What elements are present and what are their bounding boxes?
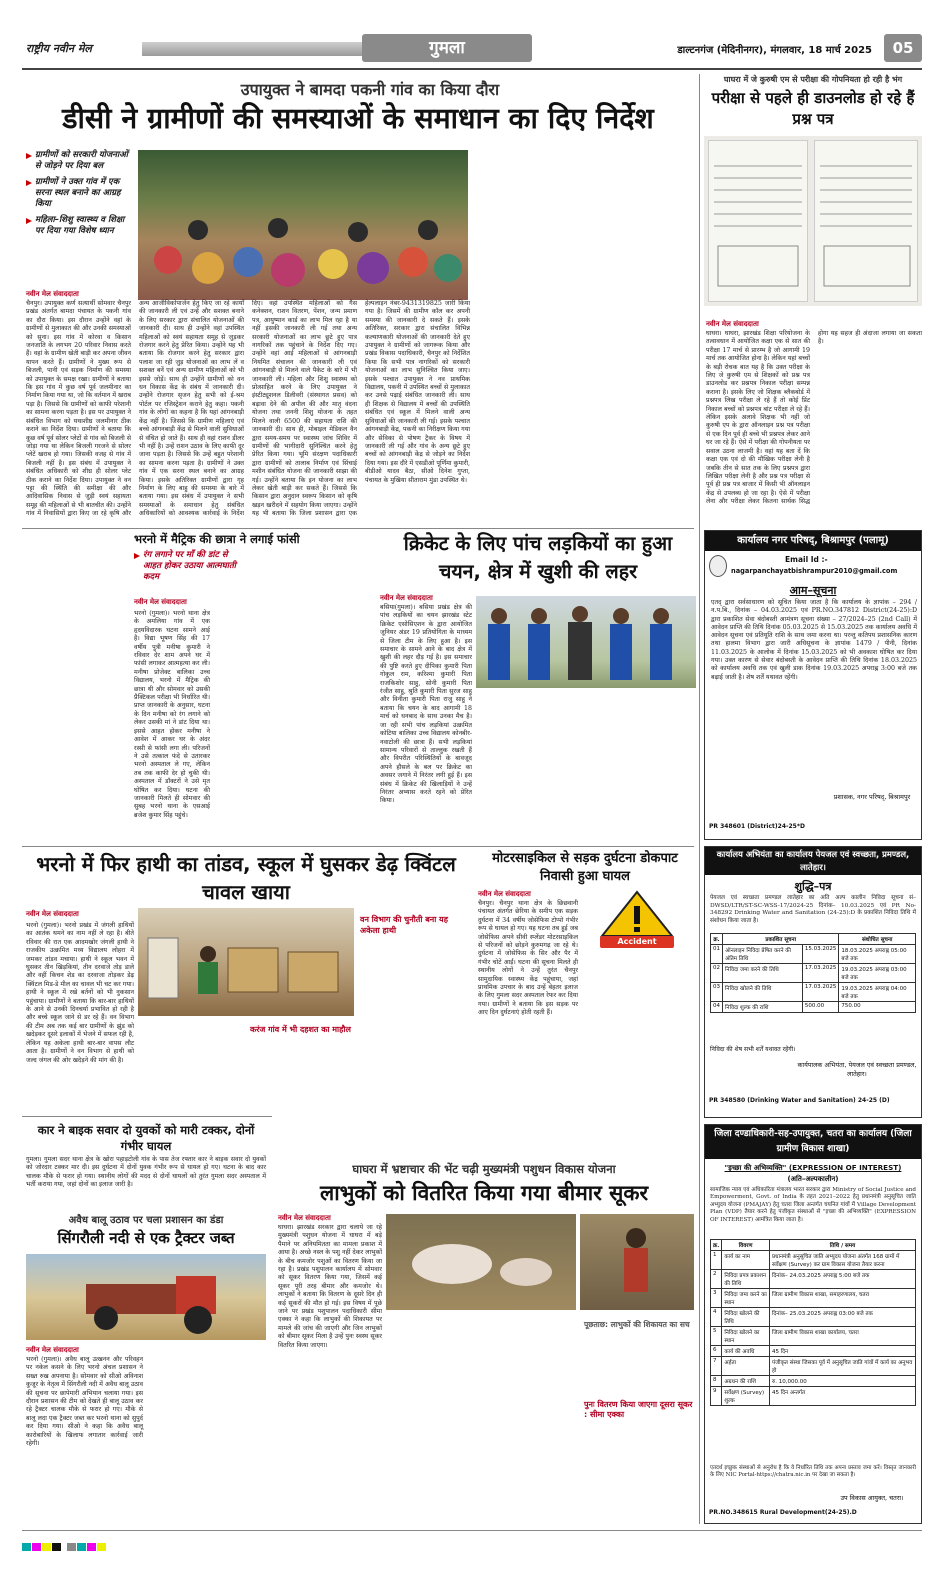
masthead [22, 34, 922, 64]
table-cell: 750.00 [839, 1002, 916, 1013]
table-cell: प्रधानमंत्री अनुसूचित जाति अभ्युदय योजना अंतर्गत 168 ग्रामों में सर्वेक्षण (Survey) कर ग्राम विकास योजना तैयार करना [769, 1251, 915, 1270]
table-cell: 17.03.2025 [802, 983, 839, 1002]
table-cell: 500.00 [802, 1002, 839, 1013]
table-row [711, 1387, 916, 1406]
table-header: संशोधित सूचना [839, 934, 916, 945]
lead-photo [138, 150, 468, 300]
notice-footer: एतदर्थ इच्छुक संस्थाओं से अनुरोध है कि वे निर्धारित तिथि तक अपना प्रस्ताव जमा करें। विस्तृत जानकारी के लिए NIC Portal-https://chatra.nic.in पर देखा जा सकता है। [710, 1465, 916, 1478]
table-cell: निविदा जमा करने की तिथि [723, 964, 803, 983]
table-cell: दिनांक– 24.03.2025 अपराह्न 5:00 बजे तक [769, 1270, 915, 1289]
paper-name: राष्ट्रीय नवीन मेल [26, 42, 92, 55]
table-row [711, 1289, 916, 1308]
table-cell: जिला ग्रामीण विकास शाखा कार्यालय, चतरा [769, 1327, 915, 1346]
elephant-subhead: वन विभाग की चुनौती बना यह अकेला हाथी [360, 915, 448, 935]
table-cell: रु. 10,000.00 [769, 1376, 915, 1387]
notice-pr-number: PR.NO.348615 Rural Development(24-25).D [709, 1509, 857, 1516]
cricket-byline: नवीन मेल संवाददाता [380, 594, 433, 602]
sand-headline: सिंगरौली नदी से एक ट्रैक्टर जब्त [57, 1229, 235, 1247]
table-cell: 45 दिन अन्तर्गत [769, 1387, 915, 1406]
pig-body-mid [386, 1314, 582, 1520]
table-cell: 45 दिन [769, 1346, 915, 1357]
table-cell: 03 [711, 983, 723, 1002]
table-row [711, 1002, 916, 1013]
table-cell: कार्य की अवधि [722, 1346, 770, 1357]
notice-bishrampur [704, 530, 922, 840]
table-cell: 2 [711, 1270, 722, 1289]
matric-byline: नवीन मेल संवाददाता [134, 598, 187, 606]
table-cell: 01 [711, 945, 723, 964]
table-cell: अर्हता [722, 1357, 770, 1376]
table-row [711, 983, 916, 1002]
table-header: क्र. [711, 1240, 722, 1251]
table-cell: निविदा खोलने का स्थान [722, 1327, 770, 1346]
table-header: विवरण [722, 1240, 770, 1251]
accident-label: Accident [600, 936, 674, 948]
pig-photo [386, 1214, 576, 1310]
table-header: तिथि / समय [769, 1240, 915, 1251]
elephant-headline: भरनो में फिर हाथी का तांडव, स्कूल में घुसकर डेढ़ क्विंटल चावल खाया [36, 852, 456, 904]
lead-bullet: ग्रामीणों को सरकारी योजनाओं से जोड़ने पर दिया बल [26, 150, 132, 172]
notice-latehar [704, 846, 922, 1118]
elephant-byline: नवीन मेल संवाददाता [26, 910, 79, 918]
lead-kicker: उपायुक्त ने बामदा पकनी गांव का किया दौरा [240, 80, 500, 99]
pig-woman-photo [580, 1214, 694, 1310]
matric-bullets [134, 550, 244, 588]
notice-title: आम–सूचना [789, 584, 837, 597]
table-row [711, 1346, 916, 1357]
notice-pr-number: PR 348601 (District)24-25*D [709, 823, 805, 830]
table-cell: 6 [711, 1346, 722, 1357]
notice-body: एतद् द्वारा सर्वसाधारण को सूचित किया जाता है कि कार्यालय के ज्ञापांक – 294 / न.प.बि., दिनांक – 04.03.2025 एवं PR.NO.347812 District(24-25):D द्वारा प्रकाशित सेवा बंदोबस्ती आमंत्रण सूचना संख्या – 27/2024–25 (2nd Call) में आवेदन प्राप्ति की तिथि दिनांक 05.03.2025 से 15.03.2025 तक कार्यालय अवधि में आवेदन सूचना एवं प्रतियूति राशि के साथ जमा करना था। परन्तु कतिपय प्रशासनिक कारण तथा हालमा विभाग द्वारा जारी अधिसूचना के ज्ञापांक 1479 / पीनी, दिनांक 11.03.2025 के आलोक में दिनांक 15.03.2025 को भी अवकाश घोषित कर दिया गया। उक्त कारण से सेवार बंदोबस्ती के आवेदन प्राप्ति की तिथि दिनांक 18.03.2025 को कार्यालय अवधि तक एवं खुली डाक दिनांक 19.03.2025 अपराह्न 3:00 बजे तक बढ़ाई जाती है। शेष शर्तें यथावत रहेंगी। [711, 599, 917, 681]
table-cell: ऑनलाइन निविदा प्रेषित करने की अंतिम तिथि [723, 945, 803, 964]
section-rule [22, 1116, 272, 1117]
table-cell: 18.03.2025 अपराह्न 05:00 बजे तक [839, 945, 916, 964]
pig-subhead: पुनः वितरण किया जाएगा दूसरा सूकर : सीमा एक्का [584, 1400, 693, 1419]
table-cell: निविदा प्रपत्र प्रकाशन की तिथि [722, 1270, 770, 1289]
column-rule [699, 74, 700, 1524]
bike-body: चैनपुर। चैनपुर थाना क्षेत्र के छिछवानी पंचायत अंतर्गत छेरिया के समीप एक सड़क दुर्घटना में 34 वर्षीय जोसेफिस टोप्पो गंभीर रूप से घायल हो गए। यह घटना तब हुई जब जोसेफिस अपने सीवी स्प्लेंडर मोटरसाइकिल से परिजनों को छोड़ने कुरुमगढ़ जा रहे थे। दुर्घटना में जोसेफिस के सिर और पैर में गंभीर चोटें आईं। घटना की सूचना मिलते ही स्थानीय लोगों ने उन्हें तुरंत चैनपुर सामुदायिक स्वास्थ्य केंद्र पहुंचाया, जहां प्राथमिक उपचार के बाद उन्हें बेहतर इलाज के लिए गुमला सदर अस्पताल रेफर कर दिया गया। ग्रामीणों ने बताया कि इस सड़क पर आए दिन दुर्घटनाएं होती रहती हैं। [478, 900, 578, 1017]
bike-body-right [584, 954, 694, 1110]
exam-headline: परीक्षा से पहले ही डाउनलोड हो रहे हैं प्रश्न पत्र [711, 89, 915, 128]
table-cell: निविदा खोलने की तिथि [722, 1308, 770, 1327]
car-bike-body: गुमला। गुमला सदर थाना क्षेत्र के खोरा पहाड़टोली गांव के पास तेज रफ्तार कार ने बाइक सवार दो युवकों को जोरदार टक्कर मार दी। इस दुर्घटना में दोनों युवक गंभीर रूप से घायल हो गए। घटना के बाद कार चालक मौके से फरार हो गया। स्थानीय लोगों की मदद से दोनों घायलों को तुरंत गुमला सदर अस्पताल में भर्ती कराया गया, जहां दोनों का इलाज जारी है। [26, 1156, 266, 1189]
elephant-school-photo [138, 908, 354, 1016]
pig-subhead: पूछताछ: लाभुकों की शिकायत का सच [584, 1320, 690, 1329]
notice-table [710, 1239, 916, 1406]
lead-bullet: महिला–शिशु स्वास्थ्य व शिक्षा पर दिया गया विशेष ध्यान [26, 215, 132, 237]
matric-headline: भरनो में मैट्रिक की छात्रा ने लगाई फांसी [134, 532, 300, 546]
matric-bullet: रंग लगाने पर माँ की डांट से आहत होकर उठाया आत्मघाती कदम [134, 550, 244, 583]
matric-body: भरनो (गुमला)। भरनो थाना क्षेत्र के अमलिया गांव में एक हृदयविदारक घटना सामने आई है। विद्या भूषण सिंह की 17 वर्षीय पुत्री मनीषा कुमारी ने रविवार देर शाम अपने घर में फांसी लगाकर आत्महत्या कर ली। मनीषा प्रोजेक्ट बालिका उच्च विद्यालय, भरनो में मैट्रिक की छात्रा थी और सोमवार को उसकी प्रैक्टिकल परीक्षा भी निर्धारित थी। प्राप्त जानकारी के अनुसार, घटना के दिन मनीषा को रंग लगाने को लेकर उसकी मां ने डांट दिया था। इससे आहत होकर मनीषा ने आवेश में आकर घर के अंदर रस्सी से फांसी लगा ली। परिजनों ने उसे तत्काल फंदे से उतारकर भरनो अस्पताल ले गए, लेकिन तब तक काफी देर हो चुकी थी। अस्पताल में डॉक्टरों ने उसे मृत घोषित कर दिया। घटना की जानकारी मिलते ही सोमवार की सुबह भरनो थाना के एसआई ब्रजेश कुमार सिंह पहुंचे। [134, 610, 210, 819]
footer-rule [22, 1530, 922, 1531]
sand-byline: नवीन मेल संवाददाता [26, 1346, 79, 1354]
lead-body-upper-right [474, 150, 696, 300]
table-row [711, 1327, 916, 1346]
registration-color-bar [22, 1536, 922, 1546]
table-cell: पंजीकृत संस्था जिसका पूर्व में अनुसूचित जाति गांवों में कार्य का अनुभव हो [769, 1357, 915, 1376]
table-cell: निविदा जमा करने का स्थान [722, 1289, 770, 1308]
bike-byline: नवीन मेल संवाददाता [478, 890, 531, 898]
table-header: प्रकाशित सूचना [723, 934, 839, 945]
notice-email: nagarpanchayatbishrampur2010@gmail.com [731, 567, 898, 575]
notice-signatory: प्रशासक, नगर परिषद्, बिश्रामपुर [833, 793, 911, 801]
notice-pr-number: PR 348580 (Drinking Water and Sanitation) 24-25 (D) [709, 1097, 890, 1104]
table-cell: 19.03.2025 अपराह्न 03:00 बजे तक [839, 964, 916, 983]
notice-office: जिला दण्डाधिकारी-सह-उपायुक्त, चतरा का कार्यालय (जिला ग्रामीण विकास शाखा) [705, 1125, 921, 1159]
lead-byline: नवीन मेल संवाददाता [26, 290, 79, 298]
table-cell: 3 [711, 1289, 722, 1308]
notice-intro: पेयजल एवं स्वच्छता प्रमण्डल लातेहार का अति अल्प कालीन निविदा सूचना सं– DWSD/LTR/ST-SC-WSS-17/2024-25 दिनांक– 10.03.2025 एवं PR No- 348292 Drinking Water and Sanitation (24-25):D के प्रकाशित निविदा तिथि में संशोधन किया जाता है। [710, 895, 916, 924]
table-cell: कार्य का नाम [722, 1251, 770, 1270]
table-cell: 4 [711, 1308, 722, 1327]
notice-footer: निविदा की शेष सभी शर्तें यथावत रहेंगी। [710, 1046, 796, 1053]
car-bike-headline: कार ने बाइक सवार दो युवकों को मारी टक्कर, दोनों गंभीर घायल [37, 1123, 255, 1153]
table-cell: 1 [711, 1251, 722, 1270]
notice-subtitle: (अति–अल्पकालीन) [787, 1175, 839, 1183]
table-cell: 02 [711, 964, 723, 983]
notice-office: कार्यालय अभियंता का कार्यालय पेयजल एवं स्वच्छता, प्रमण्डल, लातेहार। [705, 847, 921, 875]
table-cell: 5 [711, 1327, 722, 1346]
table-cell: सर्वेक्षण (Survey) शुल्क [722, 1387, 770, 1406]
table-cell: 19.03.2025 अपराह्न 04:00 बजे तक [839, 983, 916, 1002]
table-cell: 8 [711, 1376, 722, 1387]
exam-byline: नवीन मेल संवाददाता [706, 320, 759, 328]
elephant-body-right [360, 936, 464, 1112]
elephant-body: भरनो (गुमला)। भरनो प्रखंड में जंगली हाथियों का आतंक थमने का नाम नहीं ले रहा है। बीते रविवार की रात एक आदमखोर जंगली हाथी ने राजकीय उत्क्रमित मध्य विद्यालय लोहरा में जमकर तांडव मचाया। हाथी ने स्कूल भवन में घुसकर तीन खिड़कियां, तीन दरवाजे तोड़ डाले और वहीं किचन शेड का दरवाजा तोड़कर डेढ़ क्विंटल मिड-डे मील का चावल भी चट कर गया। हाथी ने स्कूल में रखे बर्तनों को भी नुकसान पहुंचाया। ग्रामीणों ने बताया कि बार-बार हाथियों के आने से उनकी दिनचर्या प्रभावित हो रही है और बच्चे स्कूल जाने से डर रहे हैं। वन विभाग की टीम अब तक कई बार ग्रामीणों के झुंड को खदेड़कर दूसरे इलाकों में भेजने में सफल रही है, लेकिन यह अकेला हाथी बार-बार वापस लौट आता है। ग्रामीणों ने वन विभाग से हाथी को जल्द जंगल की ओर खदेड़ने की मांग की है। [26, 922, 134, 1064]
table-cell: 17.03.2025 [802, 964, 839, 983]
table-cell: निविदा शुल्क की राशि [723, 1002, 803, 1013]
exam-kicker: घाघरा में जे कुरुषी एम से परीक्षा की गोपनियता हो रही है भंग [723, 75, 903, 84]
masthead-rule [22, 68, 922, 70]
pig-body: घाघरा। झारखंड सरकार द्वारा चलाये जा रहे मुख्यमंत्री पशुधन योजना में घाघरा में बड़े पैमाने पर अनियमितता का मामला प्रकाश में आया है। अच्छे नस्ल के पशु नहीं देकर लाभुकों के बीच कमजोर पशुओं का वितरण किया जा रहा है। प्रखंड पशुपालन कार्यालय में सोमवार को सूकर वितरण किया गया, जिसमें कई सूकर पूरी तरह बीमार और कमजोर थे। लाभुकों ने बताया कि वितरण के दूसरे दिन ही कई सूकरों की मौत हो गई। इस विषय में पूछे जाने पर प्रखंड पशुपालन पदाधिकारी सीमा एक्का ने कहा कि लाभुकों की शिकायत पर मामले की जांच की जाएगी और जिन लाभुकों को बीमार सूकर मिला है उन्हें पुनः स्वस्थ सूकर वितरित किया जाएगा। [278, 1224, 382, 1349]
lead-headline: डीसी ने ग्रामीणों की समस्याओं के समाधान का दिए निर्देश [62, 102, 654, 135]
table-cell: जिला ग्रामीण विकास शाखा, समाहरणालय, चतरा [769, 1289, 915, 1308]
notice-signatory: कार्यपालक अभियंता, पेयजल एवं स्वच्छता प्रमण्डल, लातेहार। [797, 1061, 917, 1078]
cricket-players-photo [476, 596, 696, 688]
dateline: डाल्टनगंज (मेदिनीनगर), मंगलवार, 18 मार्च 2025 [677, 45, 872, 56]
notice-office: कार्यालय नगर परिषद्, बिश्रामपुर (पलामू) [705, 531, 921, 551]
notice-table [710, 933, 916, 1013]
page-number: 05 [884, 34, 922, 62]
exam-question-paper-photo [704, 136, 922, 306]
lead-body: चैनपुर। उपायुक्त कर्ण सत्यार्थी सोमवार चैनपुर प्रखंड अंतर्गत बामदा पंचायत के पकनी गांव का दौरा किया। इस दौरान उन्होंने वहां के ग्रामीणों से मुलाकात की और उनकी समस्याओं को सुना। इस गांव में कोरवा व किसान जनजाति के लगभग 20 परिवार निवास करते हैं। वहां के ग्रामीण खेती बाड़ी कर अपना जीवन यापन करते हैं। ग्रामीणों ने मुख्य रूप से बिजली, पानी एवं सड़क निर्माण की समस्या को उपायुक्त के समक्ष रखा। ग्रामीणों ने बताया कि इस गांव में कुछ वर्ष पूर्व जलमीनार का निर्माण किया गया था, जो कि वर्तमान में खराब पड़ा है। जिससे कि ग्रामीणों को काफी परेशानी का सामना करना पड़ता है। इस पर उपायुक्त ने संबंधित विभाग को यथाशीघ्र जलमीनार ठीक कराने का निर्देश दिया। ग्रामीणों ने बताया कि कुछ वर्ष पूर्व सोलर प्लेटों से गांव को बिजली से जोड़ा गया था लेकिन बिजली गरजने से सोलर प्लेटें खराब हो गया। जिसकी वजह से गांव में बिजली नहीं है। इस संबंध में उपायुक्त ने संबंधित अधिकारी को शीघ्र ही सोलर प्लेट ठीक कराने का निर्देश दिया। उपायुक्त ने वन पट्टा की स्थिति की समीक्षा की और आदिवासिक निवास से जुड़ी स्वयं सहायता समूह की महिलाओं से भी बातचीत की। उन्होंने गांव में निवासियों द्वारा किए जा रहे कृषि और अन्य आजीविकोपार्जन हेतु किए जा रहे कार्यों की जानकारी ली एवं उन्हें और सशक्त बनाने के लिए सरकार द्वारा संचालित योजनाओं की जानकारी दी। साथ ही उन्होंने वहां उपस्थित महिलाओं को स्वयं सहायता समूह से जुड़कर रोजगार करने हेतु प्रेरित किया। उन्होंने यह भी बताया कि रोजगार करने हेतु सरकार द्वारा पलाश जा रही जुड़ योजनाओं का लाभ लें व सशक्त बनें एवं अन्य ग्रामीण महिलाओं को भी इससे जोड़ें। साथ ही उन्होंने ग्रामीणों को वन धन विकास केंद्र के संबंध में जानकारी दी। उन्होंने रोजगार सृजन हेतु सभी को ई-श्रम पोर्टल पर रजिस्ट्रेशन कराने हेतु कहा। पकनी गांव के लोगों का कहना है कि यहां आंगनबाड़ी केंद्र नहीं है। जिससे कि ग्रामीण महिलाएं एवं बच्चे आंगनबाड़ी केंद्र से मिलने वाली सुविधाओं से वंचित हो जाते हैं। साथ ही वहां राशन डीलर भी नहीं है। उन्हें राशन उठाव के लिए काफी दूर जाना पड़ता है। जिससे कि उन्हें बहुत परेशानी का सामना करना पड़ता है। ग्रामीणों ने उक्त गांव में एक सरना स्थल बनाने का आग्रह किया। इसके अतिरिक्त ग्रामीणों द्वारा गृह निर्माण के लिए बाहु की समस्या के बारे में बताया गया। इस संबंध में उपायुक्त ने सभी समस्याओं के समाधान हेतु संबंधित अधिकारियों को आवश्यक कार्रवाई के निर्देश दिए। वहां उपस्थित महिलाओं को गैस कनेक्शन, राशन वितरण, पेंशन, जन्म प्रमाण पत्र, आयुष्मान कार्ड का लाभ मिल रहा है या नहीं इसकी जानकारी ली गई तथा अन्य सरकारी योजनाओं का लाभ छूटे हुए पात्र नागरिकों तक पहुंचाने के निर्देश दिए गए। उन्होंने वहां आई महिलाओं से आंगनबाड़ी नियमित संचालन की जानकारी ली एवं आंगनबाड़ी से मिलने वाले पैकेट के बारे में भी जानकारी ली। महिला और शिशु स्वास्थ्य को प्रोत्साहित करने के लिए उपायुक्त ने इंस्टीट्यूशनल डिलीवरी (संस्थागत प्रसव) को बढ़ावा देने की अपील की और मातृ वंदना योजना तथा जननी शिशु योजना के तहत मिलने वाली 6500 की सहायता राशि की जानकारी दी। साथ ही, मोबाइल मेडिकल वैन द्वारा समय-समय पर स्वास्थ्य जांच शिविर में ग्रामीणों की भागीदारी सुनिश्चित करने हेतु प्रेरित किया गया। भूमि संरक्षण पदाधिकारी द्वारा ग्रामीणों को तालाब निर्माण एवं सिंचाई मशीन संबंधित योजना की जानकारी साझा की गई। उन्होंने बताया कि इन योजना का लाभ लेकर खेती बाड़ी कर सकते हैं। जिससे कि किसान द्वारा अनुदान स्वरूप किसान को कृषि खड़न खरीदने में सहयोग किया जाएगा। उन्होंने यह भी बताया कि जिला प्रशासन द्वारा एक हेल्पलाइन नंबर-9431319825 जारी किया गया है। जिसमें की ग्रामीण कॉल कर अपनी समस्या की जानकारी दे सकते हैं। इसके अतिरिक्त, सरकार द्वारा संचालित विभिन्न कल्याणकारी योजनाओं की जानकारी देते हुए उपायुक्त ने ग्रामीणों को जागरूक किया और प्रखंड विकास पदाधिकारी, चैनपुर को निर्देशित किया कि सभी पात्र नागरिकों को सरकारी योजनाओं का लाभ सुनिश्चित किया जाए। इसके पश्चात उपायुक्त ने नव प्राथमिक विद्यालय, पकनी में उपस्थित बच्चों से मुलाकात कर उनसे पढ़ाई संबंधित जानकारी ली। साथ ही शिक्षक से विद्यालय में बच्चों की उपस्थिति संबंधित एवं स्कूल में मिलने वाली अन्य सुविधाओं की जानकारी ली गई। इसके पश्चात आंगनबाड़ी केंद्र, पकनी का निरीक्षण किया गया और सेविका से पोषण ट्रैकर के विषय में जानकारी ली गई और गांव के अन्य छूटे हुए बच्चों को आंगनबाड़ी केंद्र से जोड़ने का निर्देश दिया गया। इस दौरे में एसडीओ पूर्णिमा कुमारी, बीडीओ यादव बैठा, सीओ दिनेश गुप्ता, पंचायत के मुखिया सीताराम मुंडा उपस्थित थे। [26, 300, 470, 518]
lead-bullets [26, 150, 132, 280]
elephant-subhead: करंज गांव में भी दहशत का माहौल [250, 1025, 351, 1034]
notice-chatra [704, 1124, 922, 1524]
cricket-body: बसिया(गुमला)। बसिया प्रखंड क्षेत्र की पांच लड़कियों का चयन झारखंड स्टेट क्रिकेट एसोसिएशन के द्वारा आयोजित जूनियर अंडर 19 प्रतियोगिता के माध्यम से जिला टीम के लिए हुआ है। इस समाचार के सामने आने के बाद क्षेत्र में खुशी की लहर दौड़ गई है। इस समाचार की पुष्टि करते हुए दीपिका कुमारी पिता गोकुल राम, करिश्मा कुमारी पिता राजकिशोर साहु, सोनी कुमारी पिता रंजीत साहु, श्रुति कुमारी पिता सुरज साहु और विनीता कुमारी पिता राजु साहु ने बताया कि चयन के बाद आगामी 18 मार्च को धनबाद के साथ उनका मैच है। जा रही सभी पांच लड़कियां उत्क्रमित कोटिया बालिका उच्च विद्यालय कोनबीर-नवाटोली की छात्रा हैं। सभी लड़कियां सामान्य परिवारों से ताल्लुक रखती हैं और विपरीत परिस्थितियों के बावजूद अपने हौसले के बल पर क्रिकेट का अवसर जगाने में निरंतर लगी हुई हैं। इस संबंध में क्रिकेट की खिलाड़ियों ने उन्हें निरंतर अभ्यास करते रहने को प्रेरित किया। [380, 604, 472, 805]
table-cell: 9 [711, 1387, 722, 1406]
cricket-headline: क्रिकेट के लिए पांच लड़कियों का हुआ चयन, क्षेत्र में खुशी की लहर [403, 532, 673, 583]
table-row [711, 1251, 916, 1270]
section-rule [22, 846, 694, 847]
notice-emblem-icon [709, 555, 727, 577]
section-name: गुमला [362, 34, 532, 62]
table-row [711, 1308, 916, 1327]
sand-body: भरनो (गुमला)। अवैध बालू उत्खनन और परिवहन पर नकेल कसने के लिए भरनो अंचल प्रशासन ने सख्त रुख अपनाया है। सोमवार को सीओ अविनाश कुजूर के नेतृत्व में सिंगरौली नदी में अवैध बालू उठाव की सूचना पर छापेमारी अभियान चलाया गया। इस दौरान प्रशासन की टीम को देखते ही बालू उठाव कर रहे ट्रैक्टर चालक मौके से फरार हो गए। मौके से बालू लदा एक ट्रैक्टर जब्त कर भरनो थाना को सुपुर्द कर दिया गया। सीओ ने कहा कि अवैध बालू कारोबारियों के खिलाफ लगातार कार्रवाई जारी रहेगी। [26, 1356, 143, 1448]
table-cell: निविदा खोलने की तिथि [723, 983, 803, 1002]
notice-title: "इच्छा की अभिव्यक्ति" (EXPRESSION OF INTEREST) [724, 1163, 902, 1172]
table-cell: 15.03.2025 [802, 945, 839, 964]
notice-body: सामाजिक न्याय एवं अधिकारिता मंत्रालय भारत सरकार द्वारा Ministry of Social Justice and Empowerment, Govt. of India के तहत 2021–2022 हेतु प्रधानमंत्री अनुसूचित जाति अभ्युदय योजना (PMAJAY) हेतु चतरा जिला अन्तर्गत चयनित गांवों में Village Development Plan (VDP) तैयार करने हेतु पंजीकृत संस्थाओं से "इच्छा की अभिव्यक्ति" (EXPRESSION OF INTEREST) आमंत्रित किया जाता है। [710, 1187, 916, 1223]
exam-body: घाघरा। घाघरा, झारखंड शिक्षा परियोजना के तत्वावधान में आयोजित कक्षा एक से सात की परीक्षा 17 मार्च से प्रारम्भ है जो आगामी 19 मार्च तक आयोजित होना है। लेकिन यहां बच्चों के बड़ी रोचक बात यह है कि उक्त परीक्षा के लिए जे कुरुषी एम से शिक्षकों को प्रश्न पत्र डाउनलोड कर प्रश्नपत्र निकाल परीक्षा सम्पन्न कराना है। इसके लिए जो शिक्षक ब्लैकबोर्ड में प्रश्नपत्र लिख परीक्षा ले रहे हैं तो कोई प्रिंट निकाल बच्चों को प्रश्नपत्र बांट परीक्षा ले रहे हैं। लेकिन इसके अलावे शिक्षक भी नहीं जो कुरुषी एप के द्वारा ऑनलाइन प्रश्न पत्र परीक्षा से एक दिन पूर्व ही बच्चे भी प्रश्नपत्र लेकर आने घर जा रहे हैं। ऐसे में परीक्षा की गोपनीयता पर सवाल उठना लाजमी है। वहां यह बता दें कि कक्षा एक एवं दो की मौखिक परीक्षा लेनी है जबकि तीन से सात तक के लिए प्रश्नपत्र द्वारा लिखित परीक्षा लेनी है और प्रश्न पत्र परीक्षा से पूर्व ही प्रश्न पत्र बाजार में किसी भी ऑनलाइन केंद्र से उपलब्ध हो जा रहा है। ऐसे में परीक्षा लेना और परीक्षा लेकर कितना सार्थक सिद्ध होगा यह सहज ही अंदाजा लगाया जा सकता है। [706, 330, 922, 506]
section-rule [22, 528, 694, 529]
table-row [711, 1357, 916, 1376]
lead-bullet: ग्रामीणों ने उक्त गांव में एक सरना स्थल बनाने का आग्रह किया [26, 177, 132, 210]
bike-headline: मोटरसाइकिल से सड़क दुर्घटना डोकपाट निवासी हुआ घायल [492, 851, 678, 884]
accident-graphic [582, 888, 692, 950]
table-cell: 04 [711, 1002, 723, 1013]
pig-headline: लाभुकों को वितरित किया गया बीमार सूकर [319, 1181, 649, 1205]
table-row [711, 1270, 916, 1289]
cricket-body-lower [476, 692, 696, 772]
table-cell: दिनांक– 25.03.2025 अपराह्न 03:00 बजे तक [769, 1308, 915, 1327]
pig-byline: नवीन मेल संवाददाता [278, 1214, 331, 1222]
table-cell: अग्रधन की राशि [722, 1376, 770, 1387]
table-header: क्र. [711, 934, 723, 945]
pig-kicker: घाघरा में भ्रष्टाचार की भेंट चढ़ी मुख्यमंत्री पशुधन विकास योजना [352, 1162, 616, 1176]
table-row [711, 945, 916, 964]
table-cell: 7 [711, 1357, 722, 1376]
notice-title: शुद्धि–पत्र [794, 880, 832, 893]
table-row [711, 1376, 916, 1387]
rape-story-left [26, 532, 126, 844]
notice-signatory: उप विकास आयुक्त, चतरा। [840, 1494, 904, 1502]
sand-tractor-photo [26, 1254, 266, 1340]
notice-email-label: Email Id :- [785, 555, 828, 564]
sand-kicker: अवैध बालू उठाव पर चला प्रशासन का डंडा [68, 1215, 224, 1226]
table-row [711, 964, 916, 983]
